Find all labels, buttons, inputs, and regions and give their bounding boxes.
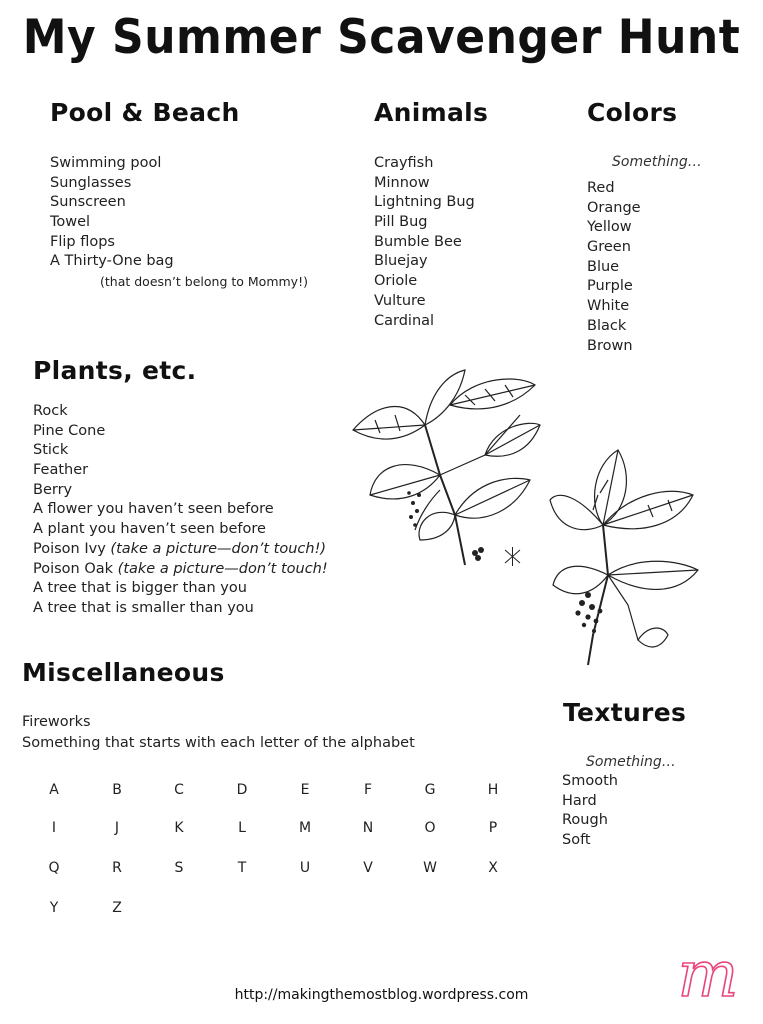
alphabet-letter: W — [423, 860, 437, 876]
list-item: Sunscreen — [50, 194, 126, 211]
list-item: Blue — [587, 258, 620, 275]
list-item: A tree that is bigger than you — [33, 580, 247, 597]
list-item: Rock — [33, 403, 68, 419]
list-item: Berry — [33, 481, 73, 498]
list-item: Stick — [33, 442, 69, 459]
alphabet-letter: F — [363, 782, 373, 798]
list-item: Orange — [587, 199, 641, 216]
alphabet-letter: U — [299, 860, 311, 876]
alphabet-letter: Q — [48, 860, 60, 876]
poison-oak-note: (take a picture—don’t touch! — [117, 560, 328, 577]
alphabet-letter: K — [174, 820, 184, 836]
list-item: Rough — [562, 812, 608, 829]
list-item: Lightning Bug — [374, 194, 475, 211]
footer-url: http://makingthemostblog.wordpress.com — [234, 987, 529, 1003]
list-item: Bluejay — [374, 253, 428, 270]
list-item: Feather — [33, 462, 89, 479]
alphabet-letter: P — [488, 820, 498, 836]
list-item: A Thirty-One bag — [50, 253, 174, 270]
list-item: Towel — [50, 214, 91, 231]
poison-ivy-illustration — [345, 365, 545, 590]
alphabet-letter: O — [424, 820, 436, 836]
list-item: Fireworks — [22, 714, 91, 730]
textures-subheading: Something… — [586, 754, 676, 770]
logo-letter: m — [677, 940, 739, 1010]
alphabet-letter: Y — [49, 900, 59, 916]
heading-miscellaneous: Miscellaneous — [22, 658, 225, 687]
list-item: Pill Bug — [374, 214, 428, 231]
page-title: My Summer Scavenger Hunt — [22, 9, 741, 66]
list-pool-beach — [50, 154, 308, 292]
list-note: (that doesn’t belong to Mommy!) — [100, 274, 308, 290]
list-plants — [33, 402, 328, 619]
alphabet-letter: N — [362, 820, 374, 836]
list-miscellaneous — [22, 712, 415, 754]
alphabet-letter: I — [51, 820, 57, 836]
list-item: A plant you haven’t seen before — [33, 521, 266, 538]
list-item: Cardinal — [374, 312, 435, 329]
list-item: Flip flops — [50, 233, 115, 250]
alphabet-letter: E — [300, 782, 310, 798]
heading-textures: Textures — [563, 698, 687, 727]
poison-oak-label: Poison Oak — [33, 560, 118, 577]
list-item: White — [587, 298, 630, 315]
list-item: Vulture — [374, 292, 426, 309]
list-item: Green — [587, 239, 631, 256]
poison-ivy-label: Poison Ivy — [33, 540, 111, 557]
list-item: Sunglasses — [50, 174, 132, 191]
alphabet-letter: X — [488, 860, 498, 876]
colors-subheading: Something… — [612, 154, 702, 170]
list-item: Bumble Bee — [374, 233, 462, 250]
alphabet-letter: C — [174, 782, 184, 798]
alphabet-letter: L — [238, 820, 246, 836]
list-item: Black — [587, 317, 627, 334]
alphabet-letter: V — [363, 860, 373, 876]
alphabet-letter: M — [298, 820, 312, 836]
alphabet-letter: R — [112, 860, 122, 876]
heading-pool-beach: Pool & Beach — [50, 98, 240, 127]
list-animals — [374, 154, 475, 331]
alphabet-letter: A — [49, 782, 59, 798]
alphabet-letter: J — [114, 820, 120, 836]
list-item: Purple — [587, 278, 633, 295]
list-item-poison-oak — [33, 560, 328, 580]
list-item: Red — [587, 180, 615, 196]
heading-colors: Colors — [587, 98, 678, 127]
list-item-poison-ivy — [33, 540, 328, 560]
alphabet-letter: S — [174, 860, 184, 876]
list-item: A flower you haven’t seen before — [33, 501, 274, 518]
poison-ivy-note: (take a picture—don’t touch!) — [110, 540, 327, 557]
list-item: Oriole — [374, 273, 418, 290]
alphabet-grid — [22, 778, 522, 928]
alphabet-letter: G — [424, 782, 436, 798]
list-item: Smooth — [562, 773, 618, 789]
list-colors — [587, 179, 641, 356]
list-item: A tree that is smaller than you — [33, 599, 254, 616]
list-item: Hard — [562, 792, 597, 809]
list-item: Swimming pool — [50, 155, 162, 171]
alphabet-letter: D — [236, 782, 248, 798]
alphabet-letter: H — [487, 782, 499, 798]
list-item: Minnow — [374, 174, 430, 191]
list-item: Soft — [562, 832, 591, 849]
list-item: Something that starts with each letter of the alphabet — [22, 735, 415, 751]
heading-animals: Animals — [374, 98, 489, 127]
list-item: Pine Cone — [33, 422, 106, 439]
list-item: Yellow — [587, 219, 632, 236]
logo-m-icon — [672, 940, 744, 1010]
list-textures — [562, 772, 618, 851]
poison-oak-illustration — [548, 435, 703, 670]
heading-plants: Plants, etc. — [33, 356, 197, 385]
list-item: Crayfish — [374, 155, 434, 171]
list-item: Brown — [587, 337, 633, 354]
alphabet-letter: B — [112, 782, 122, 798]
alphabet-letter: T — [237, 860, 247, 876]
alphabet-letter: Z — [112, 900, 122, 916]
